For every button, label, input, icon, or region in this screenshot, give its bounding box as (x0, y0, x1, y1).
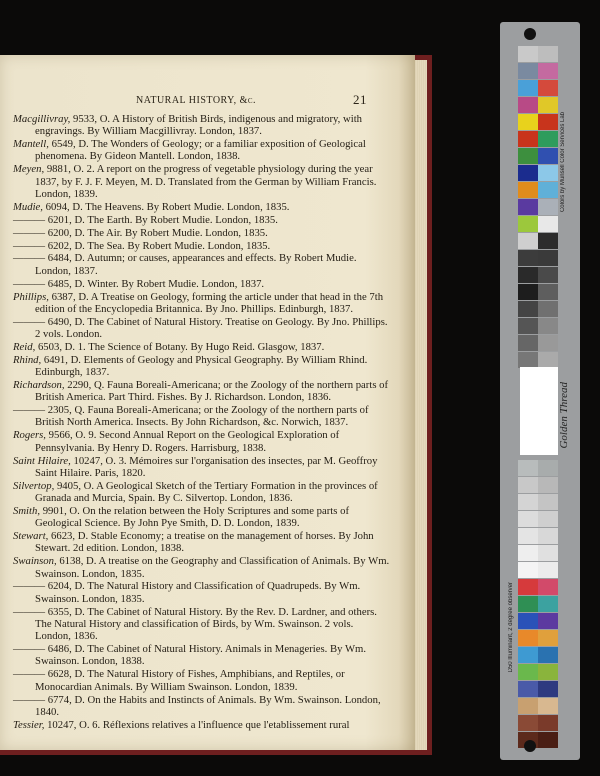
color-patch (538, 182, 558, 198)
color-patch (518, 114, 538, 130)
entry-text: 6387, D. A Treatise on Geology, forming the article under that head in the 7th edition of the Encyclopedia Britannica. By Jno. Phillips. Edinburgh, 1837. (35, 290, 384, 315)
catalog-entry (13, 379, 391, 404)
entry-text: ——— 6204, D. The Natural History and Classification of Quadrupeds. By Wm. Swainson. London, 1835. (13, 580, 361, 605)
color-patch (518, 613, 538, 629)
color-patch (538, 148, 558, 164)
color-patch (518, 528, 538, 544)
color-patch (538, 715, 558, 731)
catalog-entry (13, 429, 391, 454)
color-patch (538, 732, 558, 748)
catalog-entry (13, 530, 391, 555)
author-name: Swainson, (13, 555, 57, 568)
entry-text: 9881, O. 2. A report on the progress of vegetable physiology during the year 1837, by F. J. F. Meyen, M. D. Translated from the German by William Francis. London, 1839. (35, 163, 377, 200)
color-patch (518, 63, 538, 79)
color-patch (538, 250, 558, 266)
entry-text: ——— 6628, D. The Natural History of Fishes, Amphibians, and Reptiles, or Monocardian Animals. By William Swainson. London, 1839. (13, 668, 345, 693)
catalog-entry (13, 354, 391, 379)
illuminant-label: D50 Illuminant, 2 degree observer (508, 582, 514, 673)
color-patch (518, 301, 538, 317)
entry-text: 6549, D. The Wonders of Geology; or a familiar exposition of Geological phenomena. By Gideon Mantell. London, 1838. (35, 138, 366, 163)
author-name: Tessier, (13, 718, 45, 731)
color-patch (518, 182, 538, 198)
entry-text: 2290, Q. Fauna Boreali-Americana; or the Zoology of the northern parts of British America. Part Third. Fishes. By J. Richardson. London, 1836. (35, 378, 389, 404)
color-patch (538, 681, 558, 697)
color-patch (538, 97, 558, 113)
color-patch (518, 97, 538, 113)
color-patch (518, 511, 538, 527)
entry-text: ——— 2305, Q. Fauna Boreali-Americana; or the Zoology of the northern parts of British North America. Insects. By John Richardson, &c. Norwich, 1837. (13, 404, 369, 429)
catalog-entry (13, 278, 391, 290)
catalog-entry (13, 201, 391, 213)
color-patch (538, 199, 558, 215)
color-patch (538, 664, 558, 680)
catalog-entry (13, 163, 391, 200)
brand-label: Golden Thread (558, 382, 570, 449)
catalog-entry (13, 643, 391, 668)
color-patch (538, 494, 558, 510)
color-patch (518, 46, 538, 62)
author-name: Stewart, (13, 530, 49, 543)
color-patch (538, 233, 558, 249)
entry-text: 6623, D. Stable Economy; a treatise on the management of horses. By John Stewart. 2d edition. London, 1838. (35, 530, 374, 555)
entry-text: ——— 6200, D. The Air. By Robert Mudie. London, 1835. (13, 226, 268, 239)
color-patch (518, 80, 538, 96)
color-patch (518, 267, 538, 283)
color-patch (518, 284, 538, 300)
author-name: Saint Hilaire, (13, 454, 71, 467)
catalog-entry (13, 227, 391, 239)
color-patch (538, 579, 558, 595)
catalog-entries (13, 113, 391, 732)
color-patch (538, 352, 558, 368)
color-patch (518, 698, 538, 714)
entry-text: ——— 6485, D. Winter. By Robert Mudie. London, 1837. (13, 277, 265, 290)
author-name: Macgillivray, (13, 113, 71, 125)
color-patch (518, 562, 538, 578)
catalog-entry (13, 480, 391, 505)
color-patch (538, 131, 558, 147)
author-name: Richardson, (13, 378, 65, 391)
entry-text: 6094, D. The Heavens. By Robert Mudie. London, 1835. (42, 200, 290, 213)
color-patch (538, 613, 558, 629)
color-patch (538, 267, 558, 283)
color-patch (538, 284, 558, 300)
entry-text: 9901, O. On the relation between the Holy Scriptures and some parts of Geological Science. By John Pye Smith, D. D. London, 1839. (35, 504, 350, 530)
entry-text: 6503, D. 1. The Science of Botany. By Hugo Reid. Glasgow, 1837. (35, 340, 325, 353)
running-title: NATURAL HISTORY, &c. (136, 95, 257, 106)
color-patch (518, 664, 538, 680)
catalog-entry (13, 214, 391, 226)
catalog-entry (13, 694, 391, 719)
color-patch (538, 63, 558, 79)
entry-text: ——— 6490, D. The Cabinet of Natural History. Treatise on Geology. By Jno. Phillips. 2 vols. London. (13, 315, 388, 340)
author-name: Mudie, (13, 200, 43, 213)
author-name: Mantell, (13, 138, 49, 151)
color-patch (518, 681, 538, 697)
catalog-entry (13, 341, 391, 353)
entry-text: ——— 6202, D. The Sea. By Robert Mudie. London, 1835. (13, 239, 271, 252)
author-name: Phillips, (13, 290, 49, 303)
entry-text: 9533, O. A History of British Birds, indigenous and migratory, with engravings. By William Macgillivray. London, 1837. (35, 113, 363, 138)
catalog-entry (13, 505, 391, 530)
target-label: Colors by Munsell Color Services Lab (560, 112, 566, 213)
color-patch (518, 630, 538, 646)
color-patch (538, 46, 558, 62)
color-patch (518, 199, 538, 215)
catalog-entry (13, 240, 391, 252)
book-page (0, 55, 415, 750)
color-patch (538, 114, 558, 130)
color-patch (518, 647, 538, 663)
color-patch (518, 318, 538, 334)
entry-text: ——— 6774, D. On the Habits and Instincts of Animals. By Wm. Swainson. London, 1840. (13, 693, 381, 718)
catalog-entry (13, 252, 391, 277)
scale-ruler (520, 367, 558, 455)
catalog-entry (13, 719, 391, 731)
color-patch (518, 148, 538, 164)
color-patch (538, 511, 558, 527)
catalog-entry (13, 291, 391, 316)
page-fore-edge (415, 60, 427, 750)
color-patch (518, 131, 538, 147)
catalog-entry (13, 606, 391, 643)
color-patch (538, 647, 558, 663)
entry-text: 9405, O. A Geological Sketch of the Tertiary Formation in the provinces of Granada and Murcia, Spain. By C. Silvertop. London, 1836. (35, 479, 378, 504)
catalog-entry (13, 113, 391, 138)
entry-text: ——— 6484, D. Autumn; or causes, appearances and effects. By Robert Mudie. London, 1837. (13, 252, 357, 277)
color-patch (538, 596, 558, 612)
catalog-entry (13, 404, 391, 429)
author-name: Meyen, (13, 163, 45, 176)
entry-text: 10247, O. 6. Réflexions relatives a l'influence que l'etablissement rural (44, 718, 350, 731)
color-patch (538, 318, 558, 334)
color-patch (518, 545, 538, 561)
catalog-entry (13, 455, 391, 480)
color-patch (538, 80, 558, 96)
author-name: Silvertop, (13, 479, 55, 492)
color-patch (538, 335, 558, 351)
color-patch (538, 630, 558, 646)
entry-text: 9566, O. 9. Second Annual Report on the Geological Exploration of Pennsylvania. By Henry D. Rogers. Harrisburg, 1838. (35, 429, 340, 454)
color-patch (518, 165, 538, 181)
color-patch (518, 596, 538, 612)
entry-text: ——— 6355, D. The Cabinet of Natural History. By the Rev. D. Lardner, and others. The Natural History and classification of Birds, by Wm. Swainson. 2 vols. London, 1836. (13, 605, 377, 643)
color-patch (518, 250, 538, 266)
color-patch (518, 715, 538, 731)
color-patch (538, 301, 558, 317)
entry-text: ——— 6486, D. The Cabinet of Natural History. Animals in Menageries. By Wm. Swainson. London, 1838. (13, 643, 367, 668)
color-patch (538, 528, 558, 544)
page-number: 21 (353, 92, 367, 107)
color-patch (518, 352, 538, 368)
color-patch (538, 477, 558, 493)
color-patch (538, 460, 558, 476)
color-target-card (500, 22, 580, 760)
color-patch (538, 562, 558, 578)
color-patch (518, 477, 538, 493)
punch-hole (524, 28, 536, 40)
author-name: Smith, (13, 504, 41, 517)
catalog-entry (13, 580, 391, 605)
entry-text: 6491, D. Elements of Geology and Physical Geography. By William Rhind. Edinburgh, 1837. (35, 353, 368, 379)
entry-text: 10247, O. 3. Mémoires sur l'organisation des insectes, par M. Geoffroy Saint Hilaire. Paris, 1820. (35, 454, 378, 479)
color-patch (538, 698, 558, 714)
color-patch (538, 216, 558, 232)
color-patch (518, 494, 538, 510)
author-name: Rogers, (13, 429, 46, 442)
color-patch (518, 335, 538, 351)
entry-text: 6138, D. A treatise on the Geography and Classification of Animals. By Wm. Swainson. London, 1835. (35, 555, 390, 580)
color-patch (518, 460, 538, 476)
catalog-entry (13, 316, 391, 341)
color-patch (538, 545, 558, 561)
color-patch (518, 233, 538, 249)
catalog-entry (13, 138, 391, 163)
punch-hole (524, 740, 536, 752)
author-name: Rhind, (13, 353, 42, 366)
entry-text: ——— 6201, D. The Earth. By Robert Mudie. London, 1835. (13, 213, 278, 226)
color-patch (538, 165, 558, 181)
catalog-entry (13, 555, 391, 580)
color-patch (518, 216, 538, 232)
color-patch (518, 579, 538, 595)
catalog-entry (13, 668, 391, 693)
author-name: Reid, (13, 340, 36, 353)
